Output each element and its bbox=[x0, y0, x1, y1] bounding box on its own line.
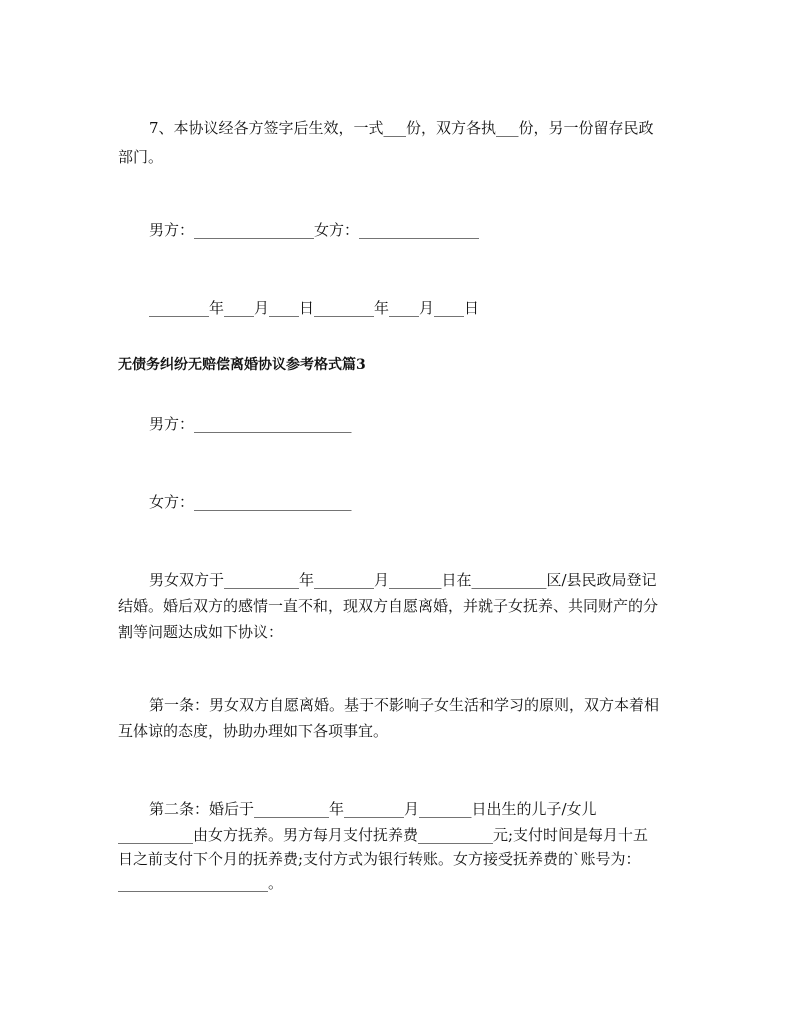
section-3-title: 无债务纠纷无赔偿离婚协议参考格式篇3 bbox=[118, 357, 366, 373]
clause-7-line-2: 部门。 bbox=[118, 148, 164, 166]
intro-line-1: 男女双方于__________年________月_______日在__________区/县民政局登记 bbox=[149, 571, 657, 589]
signature-line: 男方：________________女方：________________ bbox=[149, 221, 480, 239]
intro-line-2: 结婚。婚后双方的感情一直不和，现双方自愿离婚，并就子女抚养、共同财产的分 bbox=[118, 597, 659, 615]
intro-line-3: 割等问题达成如下协议： bbox=[118, 623, 284, 641]
date-line: ________年____月____日________年____月____日 bbox=[149, 299, 480, 317]
male-party-line: 男方：_____________________ bbox=[149, 415, 352, 433]
article-2-line-4: ____________________。 bbox=[118, 874, 284, 892]
article-2-line-1: 第二条：婚后于__________年________月_______日出生的儿子/女儿 bbox=[149, 800, 597, 818]
clause-7-line-1: 7、本协议经各方签字后生效，一式___份，双方各执___份，另一份留存民政 bbox=[149, 119, 654, 137]
article-2-line-2: __________由女方抚养。男方每月支付抚养费__________元;支付时间是每月十五 bbox=[118, 826, 649, 844]
female-party-line: 女方：_____________________ bbox=[149, 493, 352, 511]
article-1-line-1: 第一条：男女双方自愿离婚。基于不影响子女生活和学习的原则，双方本着相 bbox=[149, 696, 660, 714]
article-2-line-3: 日之前支付下个月的抚养费;支付方式为银行转账。女方接受抚养费的`账号为： bbox=[118, 850, 641, 868]
article-1-line-2: 互体谅的态度，协助办理如下各项事宜。 bbox=[118, 722, 389, 740]
